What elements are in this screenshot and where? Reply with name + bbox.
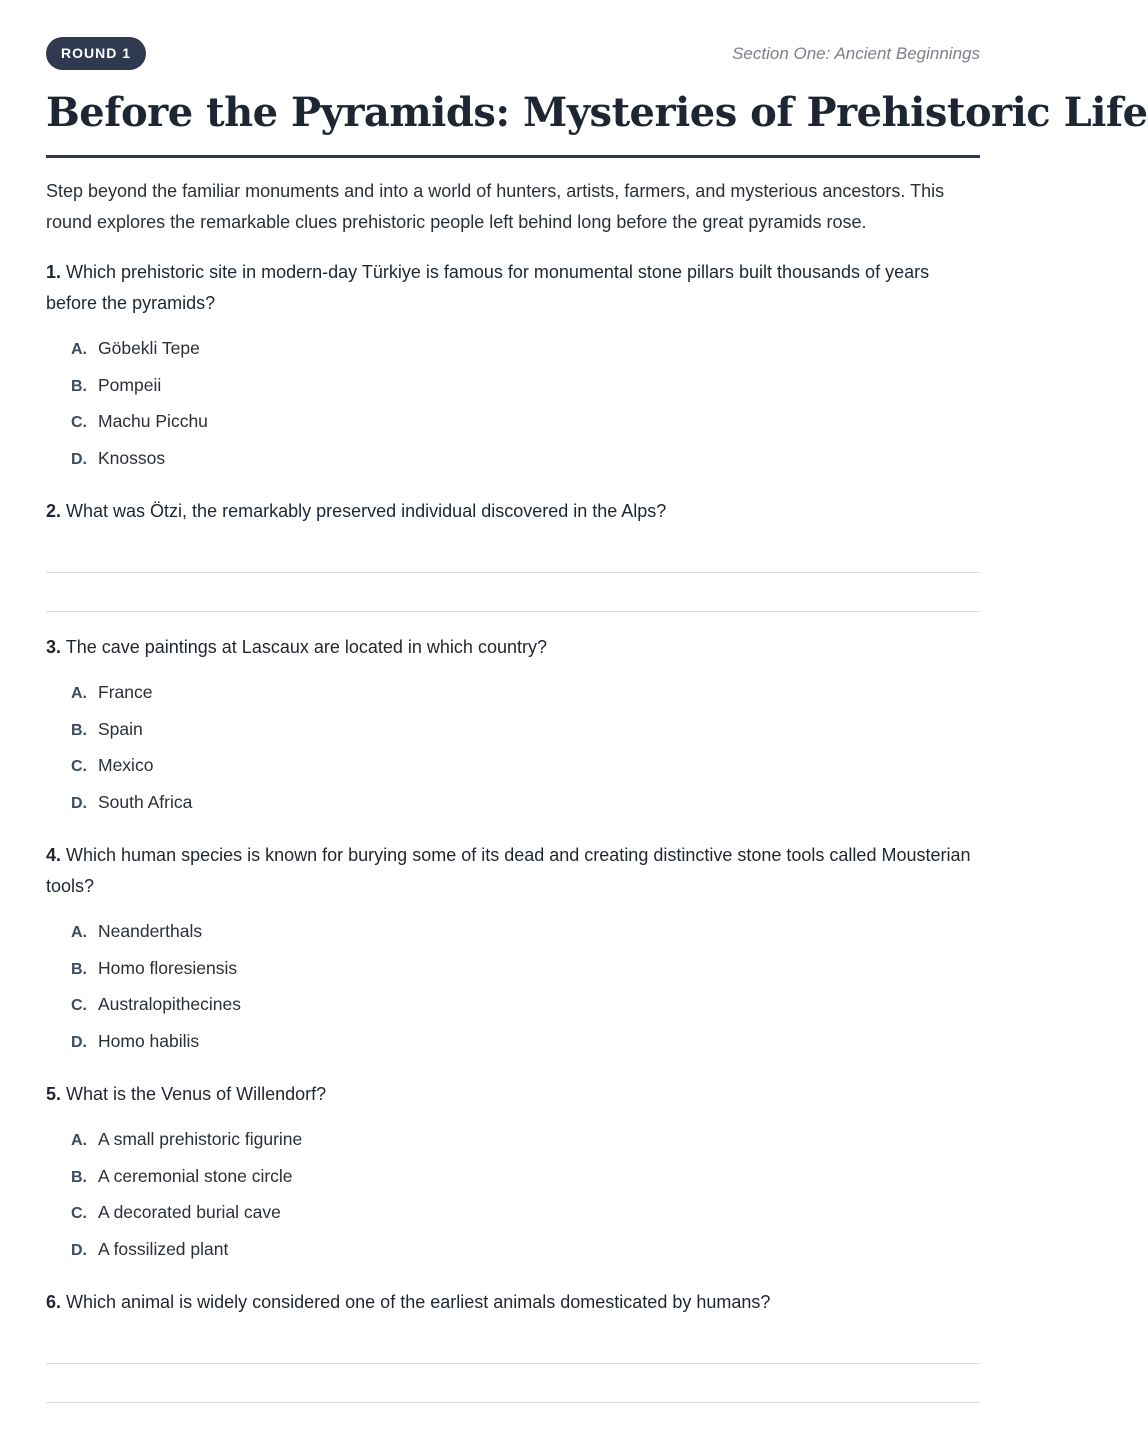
- option-c[interactable]: [71, 753, 951, 790]
- option-text: Mexico: [98, 755, 154, 776]
- option-letter: B.: [71, 1168, 87, 1186]
- question-2: [46, 496, 980, 527]
- option-b[interactable]: [71, 1164, 951, 1201]
- option-text: South Africa: [98, 792, 193, 813]
- option-text: Pompeii: [98, 374, 162, 395]
- question-1: [46, 257, 980, 319]
- option-letter: C.: [71, 997, 87, 1015]
- question-number: 1.: [46, 262, 62, 282]
- option-b[interactable]: [71, 717, 951, 754]
- option-letter: D.: [71, 1034, 87, 1052]
- option-text: A small prehistoric figurine: [98, 1129, 303, 1149]
- option-b[interactable]: [71, 373, 951, 410]
- answer-line[interactable]: [46, 1402, 980, 1403]
- option-text: Knossos: [98, 448, 166, 469]
- option-text: A fossilized plant: [98, 1239, 229, 1260]
- option-letter: C.: [71, 1205, 87, 1223]
- question-1-options: [71, 336, 951, 483]
- option-a[interactable]: [71, 919, 951, 956]
- option-letter: D.: [71, 1242, 87, 1260]
- round-badge: ROUND 1: [46, 37, 146, 70]
- page-header: [46, 37, 980, 70]
- option-a[interactable]: [71, 680, 951, 717]
- question-number: 2.: [46, 501, 62, 521]
- question-text: What is the Venus of Willendorf?: [66, 1084, 327, 1104]
- option-letter: A.: [71, 341, 87, 358]
- question-text: Which prehistoric site in modern-day Türkiye is famous for monumental stone pillars built thousands of years before the pyramids?: [46, 262, 930, 313]
- option-text: Spain: [98, 718, 143, 739]
- question-3: [46, 632, 980, 663]
- option-text: France: [98, 682, 153, 702]
- option-b[interactable]: [71, 956, 951, 993]
- option-text: Homo habilis: [98, 1031, 200, 1052]
- option-text: Homo floresiensis: [98, 957, 238, 978]
- title-divider: [46, 155, 980, 158]
- option-text: Australopithecines: [98, 994, 241, 1015]
- option-letter: A.: [71, 1132, 87, 1149]
- option-d[interactable]: [71, 1029, 951, 1066]
- option-letter: A.: [71, 924, 87, 941]
- option-c[interactable]: [71, 409, 951, 446]
- question-6: [46, 1287, 980, 1318]
- question-5: [46, 1079, 980, 1110]
- question-text: The cave paintings at Lascaux are located in which country?: [65, 637, 547, 657]
- option-text: Neanderthals: [98, 921, 203, 941]
- option-c[interactable]: [71, 1200, 951, 1237]
- question-text: Which animal is widely considered one of the earliest animals domesticated by humans?: [66, 1292, 771, 1312]
- answer-line[interactable]: [46, 611, 980, 612]
- option-letter: C.: [71, 758, 87, 776]
- question-3-options: [71, 680, 951, 827]
- option-a[interactable]: [71, 336, 951, 373]
- option-text: A ceremonial stone circle: [98, 1165, 293, 1186]
- option-letter: D.: [71, 795, 87, 813]
- question-number: 3.: [46, 637, 62, 657]
- option-d[interactable]: [71, 446, 951, 483]
- option-letter: D.: [71, 451, 87, 469]
- intro-paragraph: Step beyond the familiar monuments and into a world of hunters, artists, farmers, and mysterious ancestors. This round explores the remarkable clues prehistoric people left behind long before the great pyramids rose.: [46, 181, 945, 232]
- option-letter: C.: [71, 414, 87, 432]
- quiz-page: [46, 0, 1148, 1449]
- question-text: What was Ötzi, the remarkably preserved individual discovered in the Alps?: [66, 501, 667, 521]
- option-letter: B.: [71, 377, 87, 395]
- option-letter: B.: [71, 960, 87, 978]
- answer-line[interactable]: [46, 572, 980, 573]
- option-d[interactable]: [71, 1237, 951, 1274]
- section-label: Section One: Ancient Beginnings: [732, 44, 980, 63]
- option-text: Göbekli Tepe: [98, 338, 200, 358]
- option-d[interactable]: [71, 790, 951, 827]
- question-number: 4.: [46, 845, 62, 865]
- answer-line[interactable]: [46, 1363, 980, 1364]
- option-text: Machu Picchu: [98, 411, 208, 432]
- option-a[interactable]: [71, 1127, 951, 1164]
- question-text: Which human species is known for burying some of its dead and creating distinctive stone tools called Mousterian tools?: [46, 845, 971, 896]
- question-4-options: [71, 919, 951, 1066]
- option-letter: B.: [71, 721, 87, 739]
- question-4: [46, 840, 980, 902]
- option-letter: A.: [71, 685, 87, 702]
- question-number: 5.: [46, 1084, 62, 1104]
- question-number: 6.: [46, 1292, 62, 1312]
- question-5-options: [71, 1127, 951, 1274]
- option-text: A decorated burial cave: [98, 1202, 281, 1223]
- option-c[interactable]: [71, 992, 951, 1029]
- page-title: Before the Pyramids: Mysteries of Prehistoric Life: [46, 89, 1148, 136]
